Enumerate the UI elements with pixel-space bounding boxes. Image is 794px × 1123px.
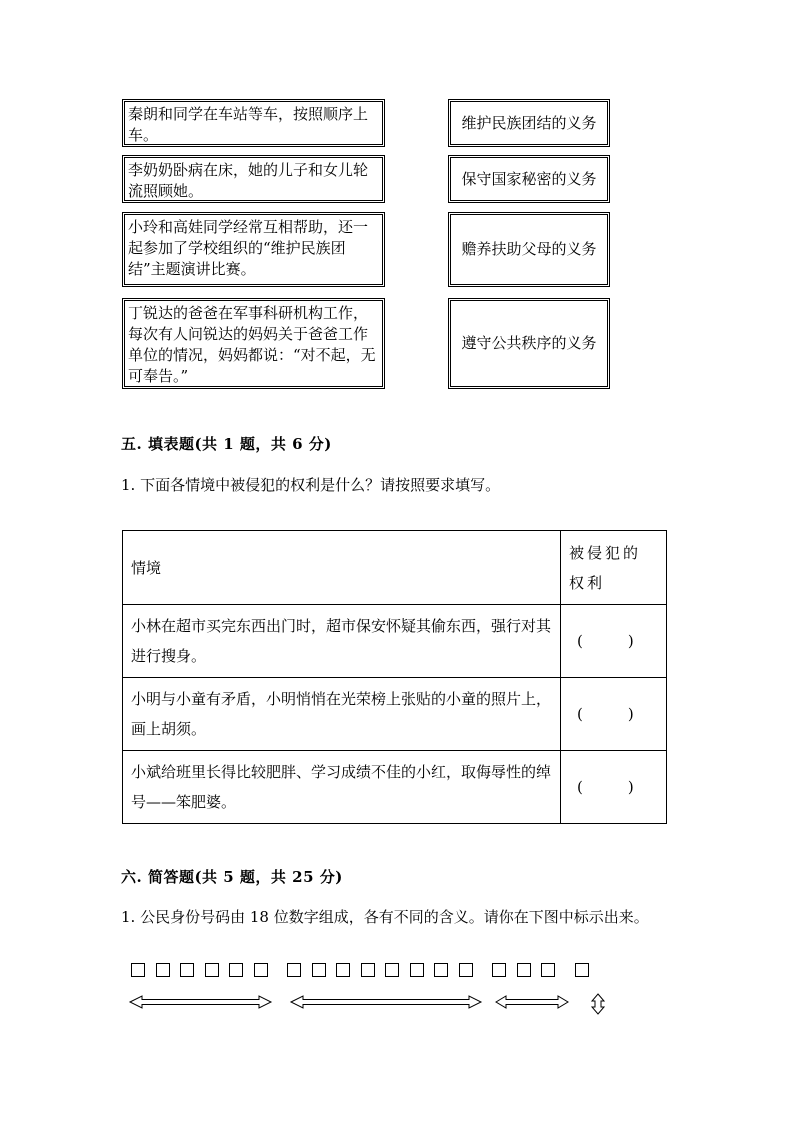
matching-right-text-1: 维护民族团结的义务	[461, 113, 597, 132]
id-digit-box[interactable]	[254, 963, 268, 977]
id-digit-box[interactable]	[205, 963, 219, 977]
table-row	[123, 605, 667, 678]
table-answer-blank[interactable]: ( )	[561, 605, 667, 678]
table-header-row	[123, 531, 667, 605]
id-digit-box[interactable]	[361, 963, 375, 977]
table-cell-scene: 小林在超市买完东西出门时，超市保安怀疑其偷东西，强行对其进行搜身。	[123, 605, 561, 678]
matching-left-box-4	[122, 298, 385, 389]
id-digit-box[interactable]	[287, 963, 301, 977]
id-group-arrows	[0, 990, 794, 1020]
id-digit-box[interactable]	[156, 963, 170, 977]
table-answer-blank[interactable]: ( )	[561, 751, 667, 824]
section6-question: 1. 公民身份号码由 18 位数字组成，各有不同的含义。请你在下图中标示出来。	[121, 908, 649, 926]
id-digit-box[interactable]	[517, 963, 531, 977]
matching-right-box-2	[448, 155, 610, 203]
id-digit-box[interactable]	[492, 963, 506, 977]
id-digit-box[interactable]	[459, 963, 473, 977]
id-digit-box[interactable]	[385, 963, 399, 977]
double-arrow-icon	[130, 996, 271, 1008]
table-cell-scene: 小明与小童有矛盾，小明悄悄在光荣榜上张贴的小童的照片上，画上胡须。	[123, 678, 561, 751]
table-row	[123, 678, 667, 751]
double-arrow-icon	[291, 996, 481, 1008]
id-digit-box[interactable]	[336, 963, 350, 977]
id-digit-box[interactable]	[180, 963, 194, 977]
matching-right-text-2: 保守国家秘密的义务	[461, 169, 597, 188]
id-digit-box[interactable]	[131, 963, 145, 977]
rights-table	[122, 530, 667, 824]
matching-left-text-3: 小玲和高娃同学经常互相帮助，还一起参加了学校组织的“维护民族团结”主题演讲比赛。	[128, 218, 369, 278]
id-digit-box[interactable]	[434, 963, 448, 977]
matching-left-text-2: 李奶奶卧病在床，她的儿子和女儿轮流照顾她。	[128, 161, 369, 200]
matching-right-box-4	[448, 298, 610, 389]
matching-left-box-1	[122, 99, 385, 147]
up-down-arrow-icon	[592, 994, 604, 1014]
matching-right-box-1	[448, 99, 610, 147]
section6-heading: 六. 简答题(共 5 题，共 25 分)	[121, 868, 343, 886]
table-row	[123, 751, 667, 824]
matching-right-text-3: 赡养扶助父母的义务	[461, 240, 597, 258]
double-arrow-icon	[496, 996, 568, 1008]
section5-question: 1. 下面各情境中被侵犯的权利是什么？请按照要求填写。	[121, 476, 501, 494]
id-digit-box[interactable]	[410, 963, 424, 977]
table-cell-scene: 小斌给班里长得比较肥胖、学习成绩不佳的小红，取侮辱性的绰号——笨肥婆。	[123, 751, 561, 824]
matching-left-box-3	[122, 212, 385, 287]
matching-right-text-4: 遵守公共秩序的义务	[461, 334, 597, 352]
id-digit-box[interactable]	[229, 963, 243, 977]
table-header-right: 被侵犯的权利	[561, 531, 667, 605]
table-answer-blank[interactable]: ( )	[561, 678, 667, 751]
id-digit-box[interactable]	[575, 963, 589, 977]
matching-left-text-1: 秦朗和同学在车站等车，按照顺序上车。	[128, 105, 369, 144]
matching-left-box-2	[122, 155, 385, 203]
id-digit-box[interactable]	[312, 963, 326, 977]
section5-heading: 五. 填表题(共 1 题，共 6 分)	[121, 435, 332, 453]
table-header-scene: 情境	[123, 531, 561, 605]
id-digit-box[interactable]	[541, 963, 555, 977]
matching-left-text-4: 丁锐达的爸爸在军事科研机构工作，每次有人问锐达的妈妈关于爸爸工作单位的情况，妈妈都说：“对不起，无可奉告。”	[128, 304, 376, 385]
matching-right-box-3	[448, 212, 610, 287]
